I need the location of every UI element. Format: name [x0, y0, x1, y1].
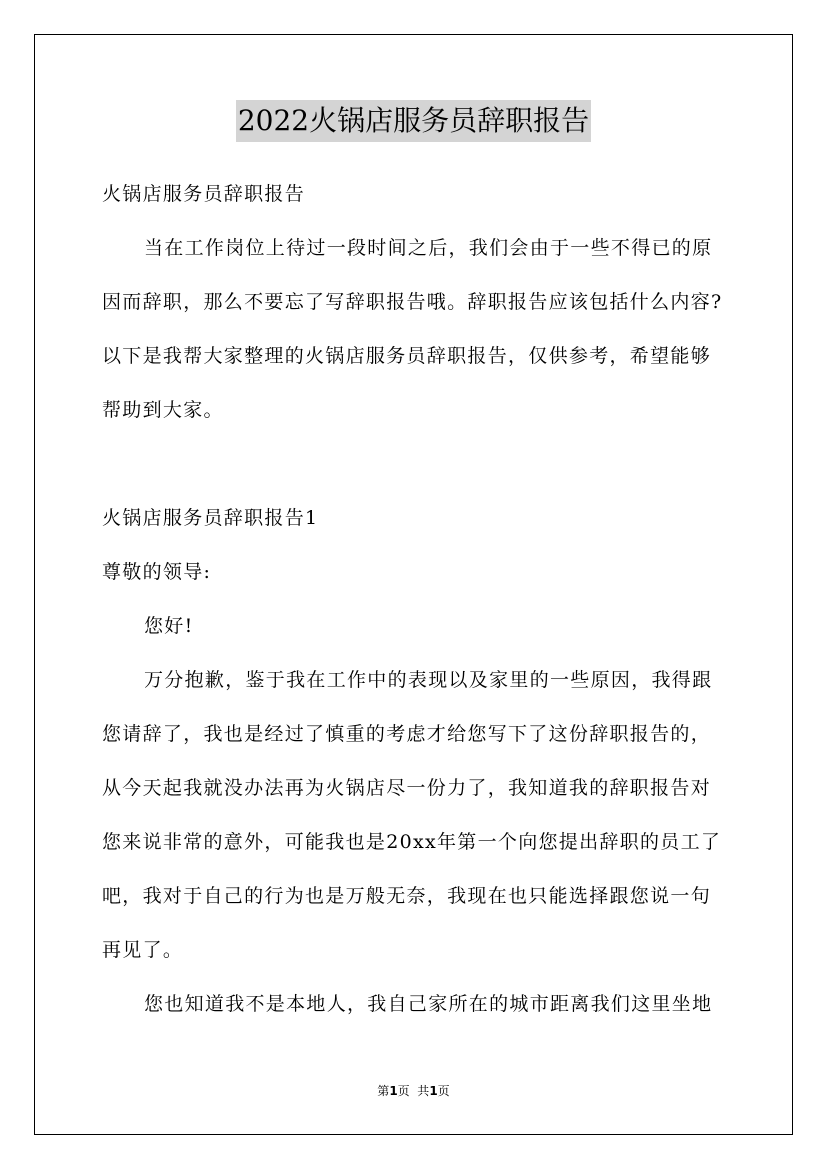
body-line: 再见了。 — [102, 939, 184, 961]
total-pages: 1 — [429, 1084, 438, 1098]
page-number: 1 — [389, 1084, 398, 1098]
title-container — [0, 100, 827, 142]
body-line: 从今天起我就没办法再为火锅店尽一份力了，我知道我的辞职报告对 — [102, 777, 712, 799]
intro-line: 以下是我帮大家整理的火锅店服务员辞职报告，仅供参考，希望能够 — [102, 345, 712, 367]
intro-line: 因而辞职，那么不要忘了写辞职报告哦。辞职报告应该包括什么内容? — [102, 291, 723, 313]
footer-mid: 页 共 — [397, 1084, 430, 1098]
body-line: 您也知道我不是本地人，我自己家所在的城市距离我们这里坐地 — [144, 993, 713, 1015]
body-line: 吧，我对于自己的行为也是万般无奈，我现在也只能选择跟您说一句 — [102, 885, 712, 907]
greeting: 您好! — [144, 615, 194, 637]
footer-prefix: 第 — [377, 1084, 390, 1098]
salutation: 尊敬的领导: — [102, 561, 212, 583]
intro-line: 当在工作岗位上待过一段时间之后，我们会由于一些不得已的原 — [144, 237, 713, 259]
subtitle: 火锅店服务员辞职报告 — [102, 183, 306, 205]
body-line: 万分抱歉，鉴于我在工作中的表现以及家里的一些原因，我得跟 — [144, 669, 713, 691]
body-line: 您请辞了，我也是经过了慎重的考虑才给您写下了这份辞职报告的， — [102, 723, 712, 745]
body-line: 您来说非常的意外，可能我也是20xx年第一个向您提出辞职的员工了 — [102, 831, 722, 853]
page-footer — [0, 1083, 827, 1099]
section-heading: 火锅店服务员辞职报告1 — [102, 507, 319, 529]
document-title: 2022火锅店服务员辞职报告 — [236, 100, 591, 142]
footer-suffix: 页 — [437, 1084, 450, 1098]
intro-line: 帮助到大家。 — [102, 399, 224, 421]
